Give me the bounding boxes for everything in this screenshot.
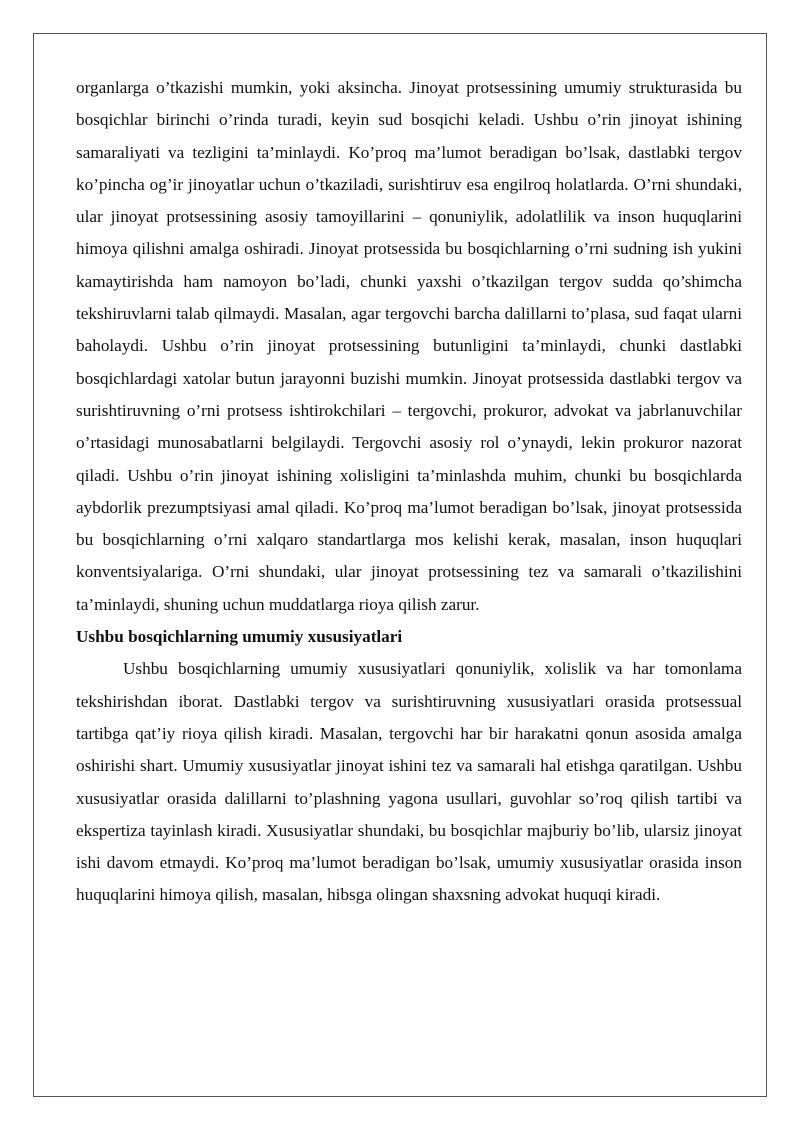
document-body — [76, 72, 742, 912]
section-heading: Ushbu bosqichlarning umumiy xususiyatlari — [76, 627, 403, 647]
paragraph-2: Ushbu bosqichlarning umumiy xususiyatlari qonuniylik, xolislik va har tomonlama tekshirishdan iborat. Dastlabki tergov va surishtiruvning xususiyatlari orasida protsessual tartibga qat’iy rioya qilish kiradi. Masalan, tergovchi har bir harakatni qonun asosida amalga oshirishi shart. Umumiy xususiyatlar jinoyat ishini tez va samarali hal etishga qaratilgan. Ushbu xususiyatlar orasida dalillarni to’plashning yagona usullari, guvohlar so’roq qilish tartibi va ekspertiza tayinlash kiradi. Xususiyatlar shundaki, bu bosqichlar majburiy bo’lib, ularsiz jinoyat ishi davom etmaydi. Ko’proq ma’lumot beradigan bo’lsak, umumiy xususiyatlar orasida inson huquqlarini himoya qilish, masalan, hibsga olingan shaxsning advokat huquqi kiradi. — [76, 659, 742, 905]
paragraph-1: organlarga o’tkazishi mumkin, yoki aksincha. Jinoyat protsessining umumiy strukturasida bu bosqichlar birinchi o’rinda turadi, keyin sud bosqichi keladi. Ushbu o’rin jinoyat ishining samaraliyati va tezligini ta’minlaydi. Ko’proq ma’lumot beradigan bo’lsak, dastlabki tergov ko’pincha og’ir jinoyatlar uchun o’tkaziladi, surishtiruv esa engilroq holatlarda. O’rni shundaki, ular jinoyat protsessining asosiy tamoyillarini – qonuniylik, adolatlilik va inson huquqlarini himoya qilishni amalga oshiradi. Jinoyat protsessida bu bosqichlarning o’rni sudning ish yukini kamaytirishda ham namoyon bo’ladi, chunki yaxshi o’tkazilgan tergov sudda qo’shimcha tekshiruvlarni talab qilmaydi. Masalan, agar tergovchi barcha dalillarni to’plasa, sud faqat ularni baholaydi. Ushbu o’rin jinoyat protsessining butunligini ta’minlaydi, chunki dastlabki bosqichlardagi xatolar butun jarayonni buzishi mumkin. Jinoyat protsessida dastlabki tergov va surishtiruvning o’rni protsess ishtirokchilari – tergovchi, prokuror, advokat va jabrlanuvchilar o’rtasidagi munosabatlarni belgilaydi. Tergovchi asosiy rol o’ynaydi, lekin prokuror nazorat qiladi. Ushbu o’rin jinoyat ishining xolisligini ta’minlashda muhim, chunki bu bosqichlarda aybdorlik prezumptsiyasi amal qiladi. Ko’proq ma’lumot beradigan bo’lsak, jinoyat protsessida bu bosqichlarning o’rni xalqaro standartlarga mos kelishi kerak, masalan, inson huquqlari konventsiyalariga. O’rni shundaki, ular jinoyat protsessining tez va samarali o’tkazilishini ta’minlaydi, shuning uchun muddatlarga rioya qilish zarur. — [76, 78, 742, 614]
